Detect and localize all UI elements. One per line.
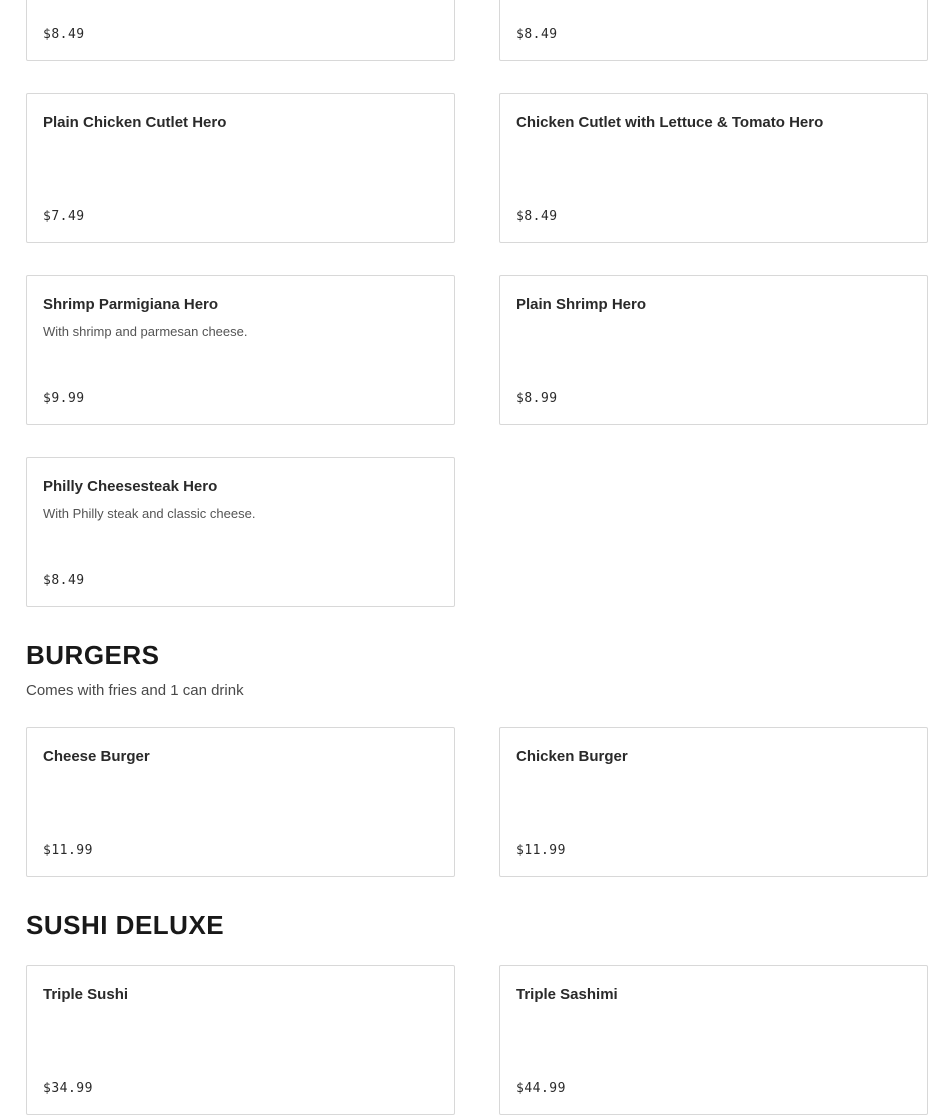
menu-item-name: Shrimp Parmigiana Hero — [43, 296, 219, 313]
menu-item-price: $11.99 — [43, 843, 93, 858]
menu-item-price: $7.49 — [43, 209, 85, 224]
menu-item-name: Triple Sashimi — [516, 986, 618, 1003]
menu-item-name: Chicken Burger — [516, 748, 628, 765]
menu-item-card[interactable] — [26, 727, 455, 877]
menu-item-name: Plain Shrimp Hero — [516, 296, 647, 313]
menu-item-card[interactable] — [499, 965, 928, 1115]
section-subtitle-burgers: Comes with fries and 1 can drink — [26, 682, 244, 699]
menu-item-name: Cheese Burger — [43, 748, 150, 765]
menu-item-description: With Philly steak and classic cheese. — [43, 506, 256, 521]
menu-item-name: Philly Cheesesteak Hero — [43, 478, 218, 495]
menu-item-price: $9.99 — [43, 391, 85, 406]
menu-item-price: $44.99 — [516, 1081, 566, 1096]
menu-item-price: $8.49 — [43, 27, 85, 42]
menu-item-price: $8.49 — [516, 27, 558, 42]
menu-item-price: $11.99 — [516, 843, 566, 858]
menu-item-card[interactable] — [499, 0, 928, 61]
menu-item-price: $8.99 — [516, 391, 558, 406]
menu-item-card[interactable] — [26, 275, 455, 425]
menu-item-card[interactable] — [26, 0, 455, 61]
menu-item-description: With shrimp and parmesan cheese. — [43, 324, 248, 339]
menu-item-price: $8.49 — [516, 209, 558, 224]
menu-item-card[interactable] — [26, 965, 455, 1115]
menu-item-card[interactable] — [499, 275, 928, 425]
menu-item-card[interactable] — [26, 457, 455, 607]
menu-item-name: Triple Sushi — [43, 986, 129, 1003]
menu-item-name: Plain Chicken Cutlet Hero — [43, 114, 227, 131]
menu-item-card[interactable] — [499, 93, 928, 243]
menu-item-name: Chicken Cutlet with Lettuce & Tomato Hero — [516, 114, 824, 131]
section-title-sushi-deluxe: SUSHI DELUXE — [26, 910, 225, 940]
section-title-burgers: BURGERS — [26, 640, 160, 670]
menu-item-price: $34.99 — [43, 1081, 93, 1096]
menu-item-price: $8.49 — [43, 573, 85, 588]
menu-item-card[interactable] — [499, 727, 928, 877]
menu-item-card[interactable] — [26, 93, 455, 243]
